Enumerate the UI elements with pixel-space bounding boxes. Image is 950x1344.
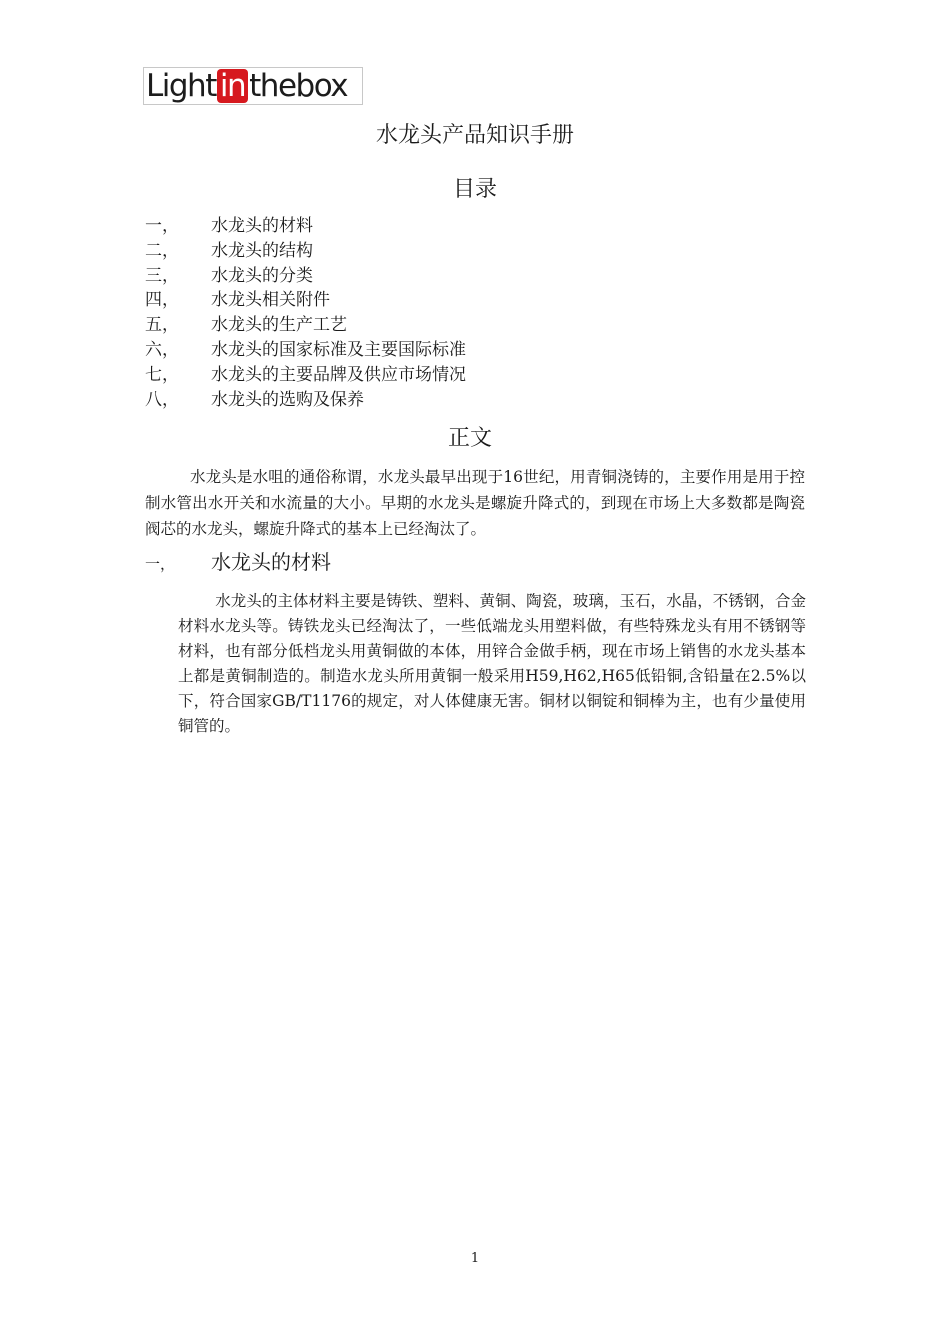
toc-item-number: 六， bbox=[145, 339, 179, 360]
toc-item-label: 水龙头的选购及保养 bbox=[211, 389, 364, 410]
logo-text-thebox: thebox bbox=[249, 68, 348, 104]
section-number: 一， bbox=[145, 555, 176, 573]
toc-item-1 bbox=[145, 214, 466, 239]
toc-item-label: 水龙头的国家标准及主要国际标准 bbox=[211, 339, 466, 360]
section-heading-materials bbox=[145, 546, 331, 575]
toc-heading: 目录 bbox=[452, 177, 497, 202]
logo-text-in: in bbox=[217, 69, 248, 103]
toc-item-label: 水龙头的材料 bbox=[211, 216, 313, 236]
toc-item-6 bbox=[145, 338, 466, 363]
toc-item-number: 八， bbox=[145, 389, 179, 410]
body-heading: 正文 bbox=[447, 426, 492, 451]
table-of-contents bbox=[145, 214, 466, 412]
toc-item-number: 一， bbox=[145, 216, 179, 236]
toc-item-7 bbox=[145, 363, 466, 388]
lightinthebox-logo bbox=[143, 67, 363, 105]
logo-text-light: Light bbox=[146, 68, 216, 104]
section-paragraph-materials: 水龙头的主体材料主要是铸铁、塑料、黄铜、陶瓷，玻璃，玉石，水晶，不锈钢，合金材料水龙头等。铸铁龙头已经淘汰了，一些低端龙头用塑料做，有些特殊龙头有用不锈钢等材料，也有部分低档龙头用黄铜做的本体，用锌合金做手柄，现在市场上销售的水龙头基本上都是黄铜制造的。制造水龙头所用黄铜一般采用H59,H62,H65低铅铜,含铅量在2.5%以下，符合国家GB/T1176的规定，对人体健康无害。铜材以铜锭和铜棒为主，也有少量使用铜管的。 bbox=[178, 592, 806, 735]
toc-item-3 bbox=[145, 264, 466, 289]
toc-item-4 bbox=[145, 288, 466, 313]
toc-item-label: 水龙头的生产工艺 bbox=[211, 315, 347, 336]
toc-item-label: 水龙头的主要品牌及供应市场情况 bbox=[211, 364, 466, 385]
section-title: 水龙头的材料 bbox=[211, 550, 331, 574]
toc-item-number: 四， bbox=[145, 290, 179, 311]
toc-item-number: 七， bbox=[145, 364, 179, 385]
toc-item-8 bbox=[145, 388, 466, 413]
toc-item-label: 水龙头的结构 bbox=[211, 240, 313, 261]
toc-item-label: 水龙头相关附件 bbox=[211, 290, 330, 311]
toc-item-5 bbox=[145, 313, 466, 338]
toc-item-number: 五， bbox=[145, 315, 179, 336]
toc-item-number: 三， bbox=[145, 265, 179, 286]
document-title: 水龙头产品知识手册 bbox=[375, 123, 574, 148]
page-number: 1 bbox=[470, 1251, 480, 1266]
toc-item-2 bbox=[145, 239, 466, 264]
intro-paragraph: 水龙头是水咀的通俗称谓，水龙头最早出现于16世纪，用青铜浇铸的，主要作用是用于控制水管出水开关和水流量的大小。早期的水龙头是螺旋升降式的，到现在市场上大多数都是陶瓷阀芯的水龙头，螺旋升降式的基本上已经淘汰了。 bbox=[145, 468, 805, 538]
toc-item-number: 二， bbox=[145, 240, 179, 261]
toc-item-label: 水龙头的分类 bbox=[211, 265, 313, 286]
